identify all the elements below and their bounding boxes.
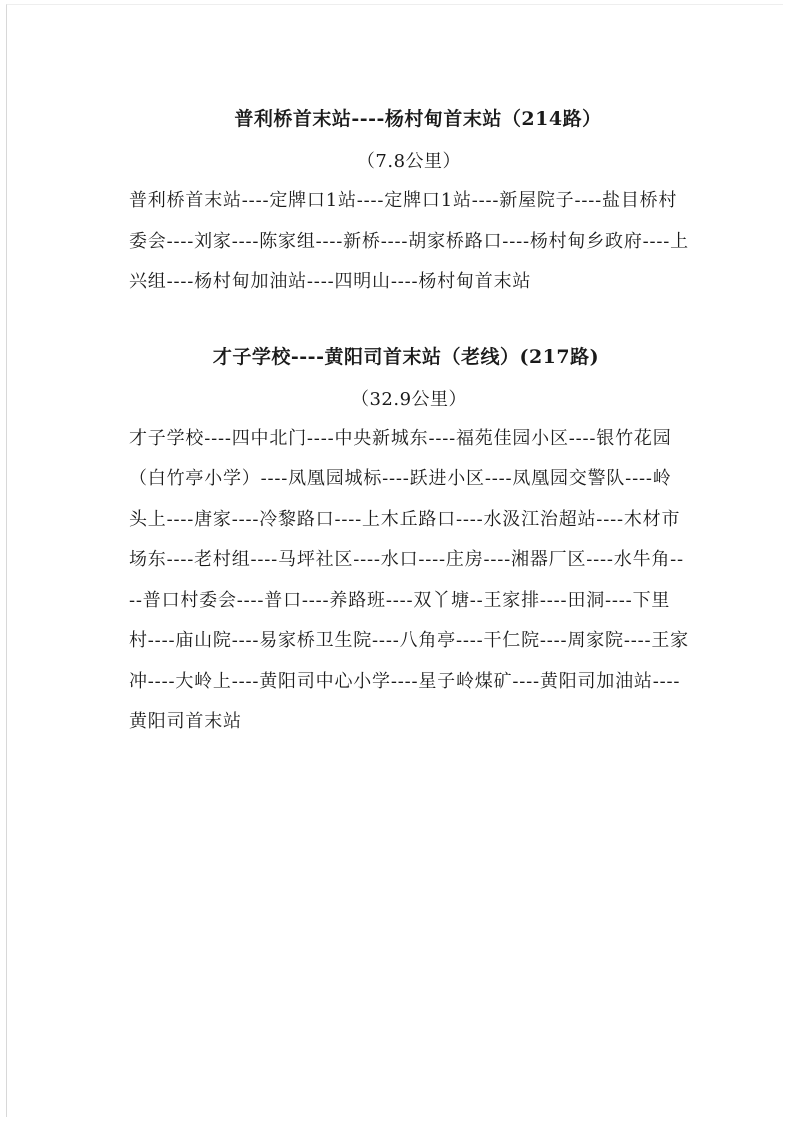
route-stops: 普利桥首末站----定牌口1站----定牌口1站----新屋院子----盐目桥村委会----刘家----陈家组----新桥----胡家桥路口----杨村甸乡政府----上兴组----杨村甸加油站----四明山----杨村甸首末站 (129, 190, 689, 292)
route-section-214 (129, 95, 689, 303)
route-stops: 才子学校----四中北门----中央新城东----福苑佳园小区----银竹花园（白竹亭小学）----凤凰园城标----跃进小区----凤凰园交警队----岭头上----唐家----冷黎路口----上木丘路口----水汲江治超站----木材市场东----老村组----马坪社区----水口----庄房----湘器厂区----水牛角----普口村委会----普口----养路班----双丫塘--王家排----田洞----下里村----庙山院----易家桥卫生院----八角亭----干仁院----周家院----王家冲----大岭上----黄阳司中心小学----星子岭煤矿----黄阳司加油站----黄阳司首末站 (129, 427, 689, 732)
route-distance: （7.8公里） (356, 151, 462, 172)
route-title: 普利桥首末站----杨村甸首末站（214路） (234, 108, 602, 130)
route-distance: （32.9公里） (350, 388, 468, 410)
document-content (129, 95, 689, 773)
route-section-217 (129, 333, 689, 743)
route-title: 才子学校----黄阳司首末站（老线）(217路) (212, 345, 600, 368)
document-page (6, 4, 783, 1117)
